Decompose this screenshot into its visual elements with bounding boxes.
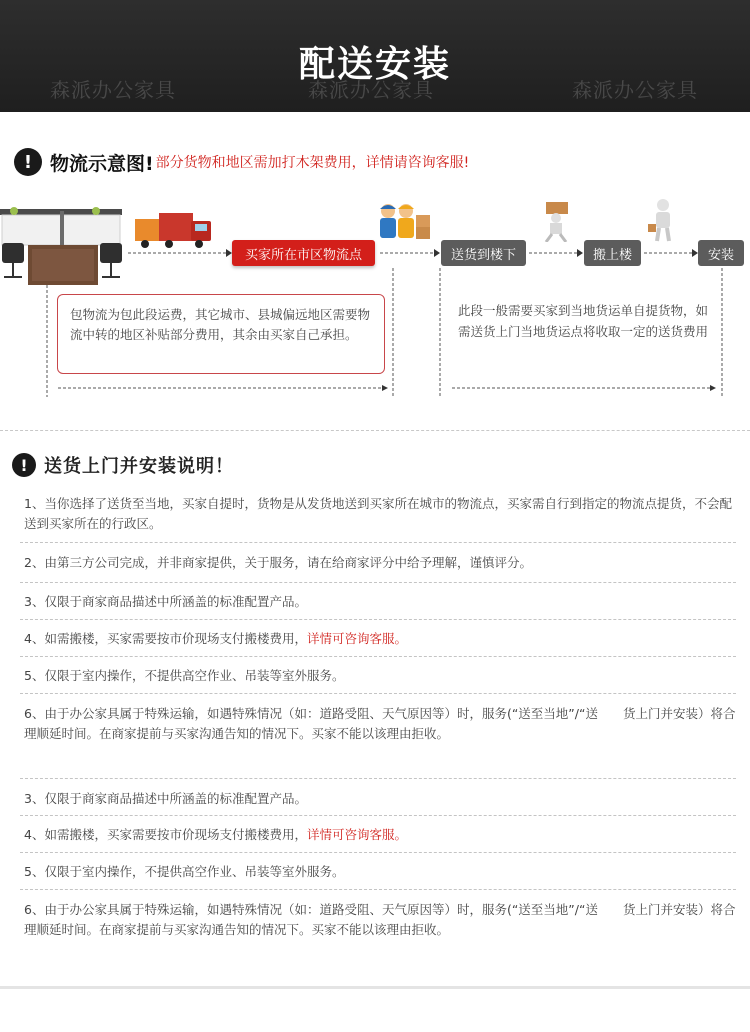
consult-service-link[interactable]: 详情可咨询客服。 xyxy=(306,827,407,842)
page-title: 配送安装 xyxy=(298,44,451,85)
step-carry-upstairs: 搬上楼 xyxy=(584,240,641,266)
list-item: 4、如需搬楼，买家需要按市价现场支付搬楼费用，详情可咨询客服。 xyxy=(24,631,407,646)
step-deliver-downstairs: 送货到楼下 xyxy=(441,240,526,266)
list-item: 3、仅限于商家商品描述中所涵盖的标准配置产品。 xyxy=(24,791,307,806)
workers-icon xyxy=(376,201,432,241)
list-item: 1、当你选择了送货至当地，买家自提时，货物是从发货地送到买家所在城市的物流点，买家需自行到指定的物流点提货，不会配送到买家所在的行政区。 xyxy=(24,496,732,531)
item-separator xyxy=(20,656,736,657)
item-separator xyxy=(20,815,736,816)
section-divider xyxy=(0,430,750,431)
item-separator xyxy=(20,619,736,620)
item-separator xyxy=(20,889,736,890)
bottom-divider xyxy=(0,986,750,989)
office-desk-image xyxy=(0,205,125,285)
watermark-text: 森派办公家具 xyxy=(308,78,434,102)
logistics-heading xyxy=(14,147,469,177)
item-separator xyxy=(20,542,736,543)
list-item: 6、由于办公家具属于特殊运输，如遇特殊情况（如：道路受阻、天气原因等）时，服务(“送至当地”/“送 货上门并安装）将合理顺延时间。在商家提前与买家沟通告知的情况下。买家不能以该理由拒收。 xyxy=(24,706,736,741)
list-item: 4、如需搬楼，买家需要按市价现场支付搬楼费用，详情可咨询客服。 xyxy=(24,827,407,842)
list-item: 5、仅限于室内操作，不提供高空作业、吊装等室外服务。 xyxy=(24,864,345,879)
list-item: 3、仅限于商家商品描述中所涵盖的标准配置产品。 xyxy=(24,594,307,609)
exclamation-icon: ! xyxy=(14,148,42,176)
logistics-note: 部分货物和地区需加打木架费用，详情请咨询客服! xyxy=(155,155,470,171)
item-separator xyxy=(20,852,736,853)
step-logistics-point: 买家所在市区物流点 xyxy=(232,240,375,266)
list-item: 2、由第三方公司完成，并非商家提供，关于服务，请在给商家评分中给予理解，谨慎评分。 xyxy=(24,555,532,570)
logistics-title: 物流示意图! xyxy=(50,152,154,175)
installer-icon xyxy=(648,198,678,242)
step-install: 安装 xyxy=(698,240,744,266)
delivery-trucks-image xyxy=(133,209,215,251)
item-separator xyxy=(20,582,736,583)
carry-upstairs-icon xyxy=(538,200,576,242)
list-item: 6、由于办公家具属于特殊运输，如遇特殊情况（如：道路受阻、天气原因等）时，服务(“送至当地”/“送 货上门并安装）将合理顺延时间。在商家提前与买家沟通告知的情况下。买家不能以该理由拒收。 xyxy=(24,902,736,937)
install-heading xyxy=(12,452,234,478)
item-separator xyxy=(20,778,736,779)
list-item: 5、仅限于室内操作，不提供高空作业、吊装等室外服务。 xyxy=(24,668,345,683)
item-separator xyxy=(20,693,736,694)
consult-service-link[interactable]: 详情可咨询客服。 xyxy=(306,631,407,646)
watermark-text: 森派办公家具 xyxy=(572,78,698,102)
self-pickup-note: 此段一般需要买家到当地货运单自提货物，如需送货上门当地货运点将收取一定的送货费用 xyxy=(458,303,709,339)
install-title: 送货上门并安装说明！ xyxy=(44,456,234,477)
page-header xyxy=(0,0,750,112)
watermark-text: 森派办公家具 xyxy=(50,78,176,102)
freight-covered-note: 包物流为包此段运费，其它城市、县城偏远地区需要物流中转的地区补贴部分费用，其余由买家自己承担。 xyxy=(57,294,385,374)
exclamation-icon: ! xyxy=(12,453,36,477)
